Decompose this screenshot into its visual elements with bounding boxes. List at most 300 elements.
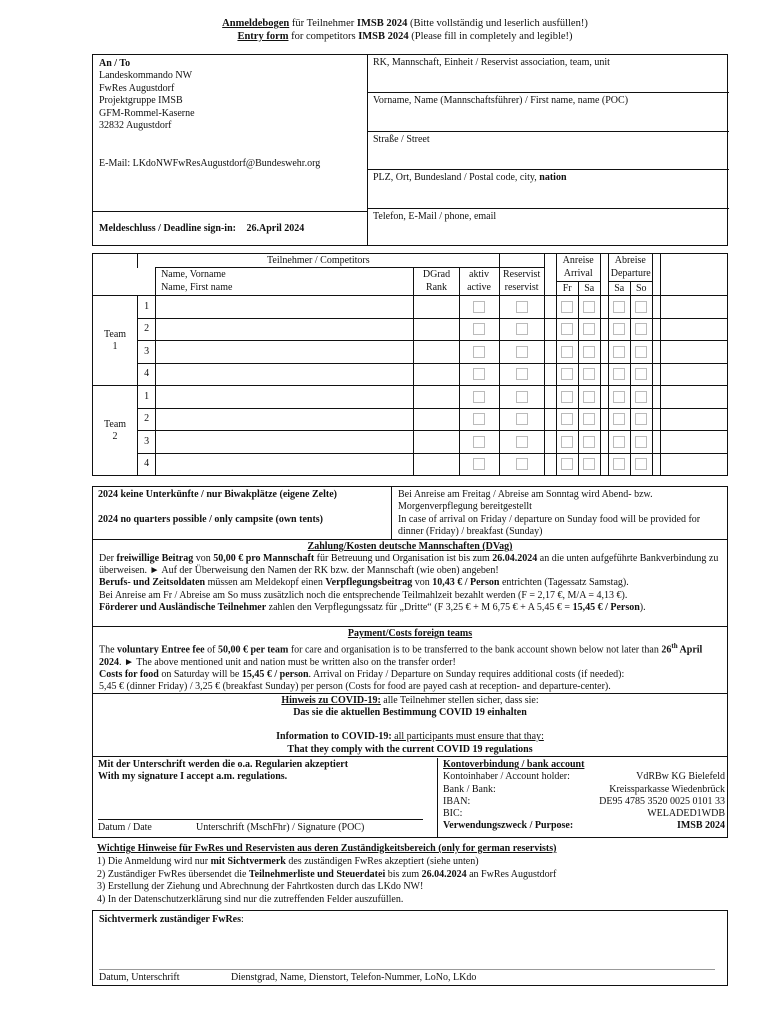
street-field[interactable] <box>368 132 729 170</box>
signature-block <box>98 759 428 784</box>
departure-header-de: Abreise <box>608 254 652 268</box>
rank-cell[interactable] <box>414 318 459 341</box>
sunday-checkbox[interactable] <box>635 346 647 358</box>
covid-en-title: Information to COVID-19: <box>276 731 392 743</box>
name-cell[interactable] <box>156 386 414 409</box>
payment-en-paragraph-3: 5,45 € (dinner Friday) / 3,25 € (breakfast Sunday) per person (Costs for food are payed cash at reception- and departure-center). <box>99 680 611 692</box>
spacer-cell <box>544 318 556 341</box>
saturday-arrival-checkbox[interactable] <box>583 346 595 358</box>
address-line: 32832 Augustdorf <box>99 120 172 132</box>
text: Der <box>99 553 117 564</box>
spacer-cell <box>600 296 608 319</box>
city-field[interactable] <box>368 170 729 208</box>
sunday-cell <box>630 363 652 386</box>
active-checkbox[interactable] <box>473 368 485 380</box>
spacer-cell <box>652 453 660 476</box>
bank-row <box>443 784 725 796</box>
text: müssen am Meldekopf einen <box>205 577 326 589</box>
active-checkbox[interactable] <box>473 391 485 403</box>
text: zahlen den Verpflegungssatz für „Dritte“ (F 3,25 € + M 6,75 € + A 5,45 € = <box>266 601 573 613</box>
hint-line <box>97 869 727 882</box>
table-header-row-3 <box>93 282 728 296</box>
bank-value: WELADED1WDB <box>647 808 725 820</box>
reservist-cell <box>499 296 544 319</box>
team-label: Team <box>103 418 127 430</box>
sunday-header: So <box>630 282 652 296</box>
name-cell[interactable] <box>156 431 414 454</box>
saturday-departure-cell <box>608 296 630 319</box>
spacer-cell <box>660 341 727 364</box>
rank-cell[interactable] <box>414 341 459 364</box>
stamp-signature-line[interactable] <box>99 969 715 970</box>
name-cell[interactable] <box>156 408 414 431</box>
spacer-cell <box>660 408 727 431</box>
address-line: Projektgruppe IMSB <box>99 95 183 107</box>
team-1-label <box>93 296 138 386</box>
saturday-departure-cell <box>608 318 630 341</box>
text: 2) Zuständiger FwRes übersendet die <box>97 868 249 880</box>
text: mit Sichtvermerk <box>210 855 286 867</box>
reservist-cell <box>499 318 544 341</box>
sunday-cell <box>630 386 652 409</box>
camping-note-en: 2024 no quarters possible / only campsite (own tents) <box>98 514 324 525</box>
text: 26 <box>661 644 672 656</box>
reservist-checkbox[interactable] <box>516 436 528 448</box>
contact-field[interactable] <box>368 209 729 247</box>
hint-line: 4) In der Datenschutzerklärung sind nur die zutreffenden Felder auszufüllen. <box>97 894 404 906</box>
stamp-date-label: Datum, Unterschrift <box>99 972 180 983</box>
saturday-arrival-checkbox[interactable] <box>583 368 595 380</box>
purpose-label: Verwendungszweck / Purpose: <box>443 820 574 832</box>
active-header-en: active <box>459 282 499 296</box>
sunday-cell <box>630 408 652 431</box>
saturday-arrival-checkbox[interactable] <box>583 413 595 425</box>
text: 1) Die Anmeldung wird nur <box>97 855 211 867</box>
address-lines <box>99 70 361 133</box>
contact-field-label: Telefon, E-Mail / phone, email <box>373 210 497 222</box>
bank-row <box>443 808 725 820</box>
name-header-en: Name, First name <box>156 282 414 296</box>
spacer-cell <box>660 453 727 476</box>
friday-checkbox[interactable] <box>561 458 573 470</box>
text: des zuständigen FwRes akzeptiert (siehe unten) <box>285 855 479 867</box>
heading-text: (Bitte vollständig und leserlich ausfüllen!) <box>407 18 588 29</box>
camping-note-de: 2024 keine Unterkünfte / nur Biwakplätze (eigene Zelte) <box>98 489 337 500</box>
friday-cell <box>556 296 578 319</box>
spacer-cell <box>600 341 608 364</box>
bank-label: Kontoinhaber / Account holder: <box>443 771 570 783</box>
payment-de-paragraph-2 <box>93 577 727 589</box>
spacer-cell <box>600 318 608 341</box>
saturday-departure-checkbox[interactable] <box>613 301 625 313</box>
spacer-cell <box>660 296 727 319</box>
sunday-cell <box>630 431 652 454</box>
text: The <box>99 644 118 656</box>
payment-de-section <box>93 541 727 627</box>
text: für Betreuung und Organisation ist bis zum <box>314 553 493 564</box>
payment-en-section <box>93 628 727 694</box>
payment-de-paragraph-4 <box>93 602 727 614</box>
name-cell[interactable] <box>156 318 414 341</box>
recipient-address <box>93 55 368 245</box>
sunday-checkbox[interactable] <box>635 413 647 425</box>
reservist-checkbox[interactable] <box>516 413 528 425</box>
signature-note-en: With my signature I accept a.m. regulations. <box>98 771 288 783</box>
divider <box>437 758 438 838</box>
spacer-cell <box>600 453 608 476</box>
text: 15,45 € / Person <box>572 601 640 613</box>
bank-account <box>443 759 725 833</box>
departure-header-en: Departure <box>608 268 652 282</box>
active-cell <box>459 341 499 364</box>
saturday-arrival-checkbox[interactable] <box>583 391 595 403</box>
friday-checkbox[interactable] <box>561 323 573 335</box>
table-header-row-1 <box>93 254 728 268</box>
address-line: Landeskommando NW <box>99 70 193 81</box>
signature-line[interactable] <box>98 819 423 820</box>
payment-en-title: Payment/Costs foreign teams <box>347 628 473 639</box>
reservist-cell <box>499 431 544 454</box>
sunday-checkbox[interactable] <box>635 436 647 448</box>
covid-en-rule: That they comply with the current COVID 19 regulations <box>287 743 533 755</box>
friday-cell <box>556 318 578 341</box>
text: on Saturday will be <box>158 668 242 680</box>
active-cell <box>459 386 499 409</box>
name-header-de: Name, Vorname <box>156 268 414 282</box>
purpose-value: IMSB 2024 <box>676 820 725 832</box>
bank-row <box>443 796 725 808</box>
header-cell <box>660 254 727 268</box>
saturday-arrival-checkbox[interactable] <box>583 458 595 470</box>
table-row <box>93 296 728 319</box>
row-number: 3 <box>138 341 156 364</box>
team-number: 1 <box>112 340 118 352</box>
table-row <box>93 453 728 476</box>
rank-cell[interactable] <box>414 296 459 319</box>
header-cell <box>93 268 156 282</box>
stamp-title: Sichtvermerk zuständiger FwRes <box>99 914 242 925</box>
saturday-arrival-cell <box>578 431 600 454</box>
bank-row <box>443 771 725 783</box>
header-cell <box>660 282 727 296</box>
spacer-cell <box>600 363 608 386</box>
spacer-cell <box>544 408 556 431</box>
row-number: 2 <box>138 408 156 431</box>
hint-line: 3) Erstellung der Ziehung und Abrechnung der Fahrtkosten durch das LKdo NW! <box>97 881 424 893</box>
heading-line-de <box>90 17 720 30</box>
saturday-arrival-cell <box>578 341 600 364</box>
reservist-checkbox[interactable] <box>516 368 528 380</box>
food-note-en: In case of arrival on Friday / departure on Sunday food will be provided for dinner (Friday) / breakfast (Sunday) <box>398 514 701 538</box>
row-number: 4 <box>138 453 156 476</box>
bank-value: DE95 4785 3520 0025 0101 33 <box>599 795 725 807</box>
payment-de-title: Zahlung/Kosten deutsche Mannschaften (DVag) <box>307 541 513 552</box>
header-cell <box>600 282 608 296</box>
header-cell <box>600 254 608 268</box>
rank-cell[interactable] <box>414 431 459 454</box>
rank-cell[interactable] <box>414 453 459 476</box>
saturday-departure-cell <box>608 453 630 476</box>
active-checkbox[interactable] <box>473 436 485 448</box>
saturday-arrival-cell <box>578 386 600 409</box>
deadline-value: 26.April 2024 <box>246 223 305 234</box>
team-label: Team <box>103 328 127 340</box>
header-cell <box>600 268 608 282</box>
active-checkbox[interactable] <box>473 458 485 470</box>
name-cell[interactable] <box>156 453 414 476</box>
header-cell <box>652 282 660 296</box>
header-cell <box>544 254 556 268</box>
friday-cell <box>556 453 578 476</box>
spacer-cell <box>544 341 556 364</box>
text: 50,00 € pro Mannschaft <box>213 553 315 564</box>
saturday-departure-header: Sa <box>608 282 630 296</box>
text: 50,00 € per team <box>217 644 289 656</box>
text: : <box>241 914 244 925</box>
rank-cell[interactable] <box>414 386 459 409</box>
active-cell <box>459 453 499 476</box>
arrival-header-de: Anreise <box>556 254 600 268</box>
text: alle Teilnehmer stellen sicher, dass sie: <box>380 695 539 706</box>
saturday-departure-cell <box>608 431 630 454</box>
friday-checkbox[interactable] <box>561 413 573 425</box>
spacer-cell <box>652 408 660 431</box>
sunday-checkbox[interactable] <box>635 458 647 470</box>
row-number: 4 <box>138 363 156 386</box>
hints-section <box>97 843 727 907</box>
text: von <box>193 553 214 564</box>
spacer-cell <box>600 386 608 409</box>
table-row <box>93 341 728 364</box>
text: 10,43 € / Person <box>432 577 500 589</box>
reservist-checkbox[interactable] <box>516 458 528 470</box>
heading-line-en <box>90 30 720 43</box>
saturday-departure-cell <box>608 341 630 364</box>
spacer-cell <box>544 363 556 386</box>
active-checkbox[interactable] <box>473 301 485 313</box>
table-row <box>93 318 728 341</box>
stamp-rank-label: Dienstgrad, Name, Dienstort, Telefon-Nummer, LoNo, LKdo <box>231 972 477 983</box>
bank-label: Bank / Bank: <box>443 783 496 795</box>
heading-event: IMSB 2024 <box>356 18 408 29</box>
nation-label: nation <box>539 172 567 184</box>
hint-line <box>97 856 727 869</box>
covid-section <box>93 695 727 757</box>
text: 26.04.2024 <box>492 553 538 564</box>
heading-text: for competitors <box>288 31 359 42</box>
heading-text: (Please fill in completely and legible!) <box>408 31 573 42</box>
table-row <box>93 408 728 431</box>
sunday-cell <box>630 341 652 364</box>
rank-header-en: Rank <box>414 282 459 296</box>
saturday-arrival-header: Sa <box>578 282 600 296</box>
saturday-departure-checkbox[interactable] <box>613 436 625 448</box>
friday-cell <box>556 363 578 386</box>
spacer-cell <box>660 431 727 454</box>
text: for care and organisation is to be transferred to the bank account shown below not later than <box>288 644 662 656</box>
reservist-cell <box>499 453 544 476</box>
text: 15,45 € / person <box>241 668 309 680</box>
signature-bank-section <box>93 758 727 838</box>
name-cell[interactable] <box>156 363 414 386</box>
text: . Arrival on Friday / Departure on Sunday requires additional costs (if needed): <box>308 668 625 680</box>
spacer <box>93 719 727 731</box>
text: Förderer und Ausländische Teilnehmer <box>99 601 267 613</box>
saturday-arrival-checkbox[interactable] <box>583 436 595 448</box>
camping-section <box>93 487 727 540</box>
city-field-label: PLZ, Ort, Bundesland / Postal code, city, <box>373 172 540 184</box>
table-header-row-2 <box>93 268 728 282</box>
rank-cell[interactable] <box>414 408 459 431</box>
spacer-cell <box>652 341 660 364</box>
header-cell <box>652 254 660 268</box>
active-checkbox[interactable] <box>473 413 485 425</box>
payment-en-paragraph-1 <box>93 640 727 669</box>
payment-de-paragraph-3: Bei Anreise am Fr / Abreise am So muss zusätzlich noch die entsprechende Teilmahlzeit bezahlt werden (F = 2,17 €, M/A = 4,13 €). <box>99 589 628 601</box>
saturday-departure-checkbox[interactable] <box>613 458 625 470</box>
team-number: 2 <box>112 430 118 442</box>
saturday-departure-checkbox[interactable] <box>613 413 625 425</box>
saturday-departure-checkbox[interactable] <box>613 323 625 335</box>
saturday-departure-cell <box>608 408 630 431</box>
team-2-label <box>93 386 138 476</box>
saturday-arrival-cell <box>578 296 600 319</box>
saturday-departure-checkbox[interactable] <box>613 346 625 358</box>
name-cell[interactable] <box>156 296 414 319</box>
spacer-cell <box>544 296 556 319</box>
reservist-cell <box>499 408 544 431</box>
poc-name-field[interactable] <box>368 93 729 131</box>
row-number: 1 <box>138 296 156 319</box>
deadline-row <box>93 211 367 247</box>
friday-header: Fr <box>556 282 578 296</box>
to-label: An / To <box>99 58 131 69</box>
spacer-cell <box>600 431 608 454</box>
team-info-fields <box>368 55 729 245</box>
sunday-checkbox[interactable] <box>635 323 647 335</box>
friday-checkbox[interactable] <box>561 436 573 448</box>
address-line: FwRes Augustdorf <box>99 82 175 94</box>
reservist-cell <box>499 363 544 386</box>
sunday-cell <box>630 296 652 319</box>
deadline-label: Meldeschluss / Deadline sign-in: <box>99 223 236 234</box>
text: all participants must ensure that thay: <box>391 731 544 743</box>
reservist-checkbox[interactable] <box>516 346 528 358</box>
bank-value: VdRBw KG Bielefeld <box>636 771 725 783</box>
saturday-departure-checkbox[interactable] <box>613 391 625 403</box>
spacer-cell <box>652 386 660 409</box>
spacer-cell <box>600 408 608 431</box>
active-cell <box>459 363 499 386</box>
form-heading <box>90 17 720 43</box>
text: . ► The above mentioned unit and nation must be written also on the transfer order! <box>119 656 456 668</box>
team-field-label: RK, Mannschaft, Einheit / Reservist association, team, unit <box>373 57 610 68</box>
payment-en-paragraph-2 <box>93 669 727 681</box>
reservist-cell <box>499 341 544 364</box>
heading-title-en: Entry form <box>237 31 289 42</box>
sunday-checkbox[interactable] <box>635 301 647 313</box>
text: April 2024 <box>99 644 703 668</box>
text: ). <box>639 601 646 613</box>
text: an FwRes Augustdorf <box>466 868 557 880</box>
food-note-de: Bei Anreise am Freitag / Abreise am Sonntag wird Abend- bzw. Morgenverpflegung bereitgestellt <box>398 489 653 513</box>
reservist-cell <box>499 386 544 409</box>
rank-cell[interactable] <box>414 363 459 386</box>
reservist-checkbox[interactable] <box>516 301 528 313</box>
saturday-departure-cell <box>608 363 630 386</box>
text: 26.04.2024 <box>421 868 467 880</box>
friday-checkbox[interactable] <box>561 346 573 358</box>
active-cell <box>459 431 499 454</box>
covid-de-line <box>93 695 727 707</box>
sunday-checkbox[interactable] <box>635 391 647 403</box>
saturday-arrival-checkbox[interactable] <box>583 301 595 313</box>
friday-checkbox[interactable] <box>561 391 573 403</box>
active-checkbox[interactable] <box>473 346 485 358</box>
text: von <box>412 577 433 589</box>
friday-cell <box>556 408 578 431</box>
active-cell <box>459 296 499 319</box>
table-title: Teilnehmer / Competitors <box>138 254 500 268</box>
text: of <box>204 644 218 656</box>
name-cell[interactable] <box>156 341 414 364</box>
heading-event: IMSB 2024 <box>358 31 409 42</box>
saturday-departure-checkbox[interactable] <box>613 368 625 380</box>
email-address: E-Mail: LKdoNWFwResAugustdorf@Bundeswehr.org <box>99 157 321 169</box>
reservist-checkbox[interactable] <box>516 323 528 335</box>
text: entrichten (Tagessatz Samstag). <box>499 577 629 589</box>
friday-checkbox[interactable] <box>561 368 573 380</box>
table-row <box>93 431 728 454</box>
reservist-checkbox[interactable] <box>516 391 528 403</box>
row-number: 1 <box>138 386 156 409</box>
spacer-cell <box>652 296 660 319</box>
date-label: Datum / Date <box>98 822 152 833</box>
friday-checkbox[interactable] <box>561 301 573 313</box>
signature-note-de: Mit der Unterschrift werden die o.a. Regularien akzeptiert <box>98 759 349 770</box>
street-field-label: Straße / Street <box>373 133 430 145</box>
saturday-arrival-checkbox[interactable] <box>583 323 595 335</box>
bank-label: IBAN: <box>443 795 471 807</box>
address-block <box>92 54 728 246</box>
bank-label: BIC: <box>443 808 463 820</box>
hints-title: Wichtige Hinweise für FwRes und Reservisten aus deren Zuständigkeitsbereich (only for german reservists) <box>97 843 557 854</box>
row-number: 2 <box>138 318 156 341</box>
reservist-header-en: reservist <box>499 282 544 296</box>
header-cell <box>544 268 556 282</box>
text: Berufs- und Zeitsoldaten <box>99 577 206 589</box>
bank-title: Kontoverbindung / bank account <box>443 759 585 770</box>
spacer-cell <box>544 453 556 476</box>
poc-field-label: Vorname, Name (Mannschaftsführer) / First name, name (POC) <box>373 95 629 107</box>
sunday-checkbox[interactable] <box>635 368 647 380</box>
header-cell <box>544 282 556 296</box>
saturday-departure-cell <box>608 386 630 409</box>
heading-title-de: Anmeldebogen <box>222 18 290 29</box>
bank-row <box>443 820 725 832</box>
info-block <box>92 486 728 838</box>
table-row <box>93 386 728 409</box>
text: th <box>671 642 678 650</box>
saturday-arrival-cell <box>578 363 600 386</box>
active-checkbox[interactable] <box>473 323 485 335</box>
divider <box>391 487 392 540</box>
header-cell <box>660 268 727 282</box>
spacer-cell <box>660 318 727 341</box>
covid-de-title: Hinweis zu COVID-19: <box>281 695 381 706</box>
team-field[interactable] <box>368 55 729 93</box>
text: Verpflegungsbeitrag <box>325 577 413 589</box>
